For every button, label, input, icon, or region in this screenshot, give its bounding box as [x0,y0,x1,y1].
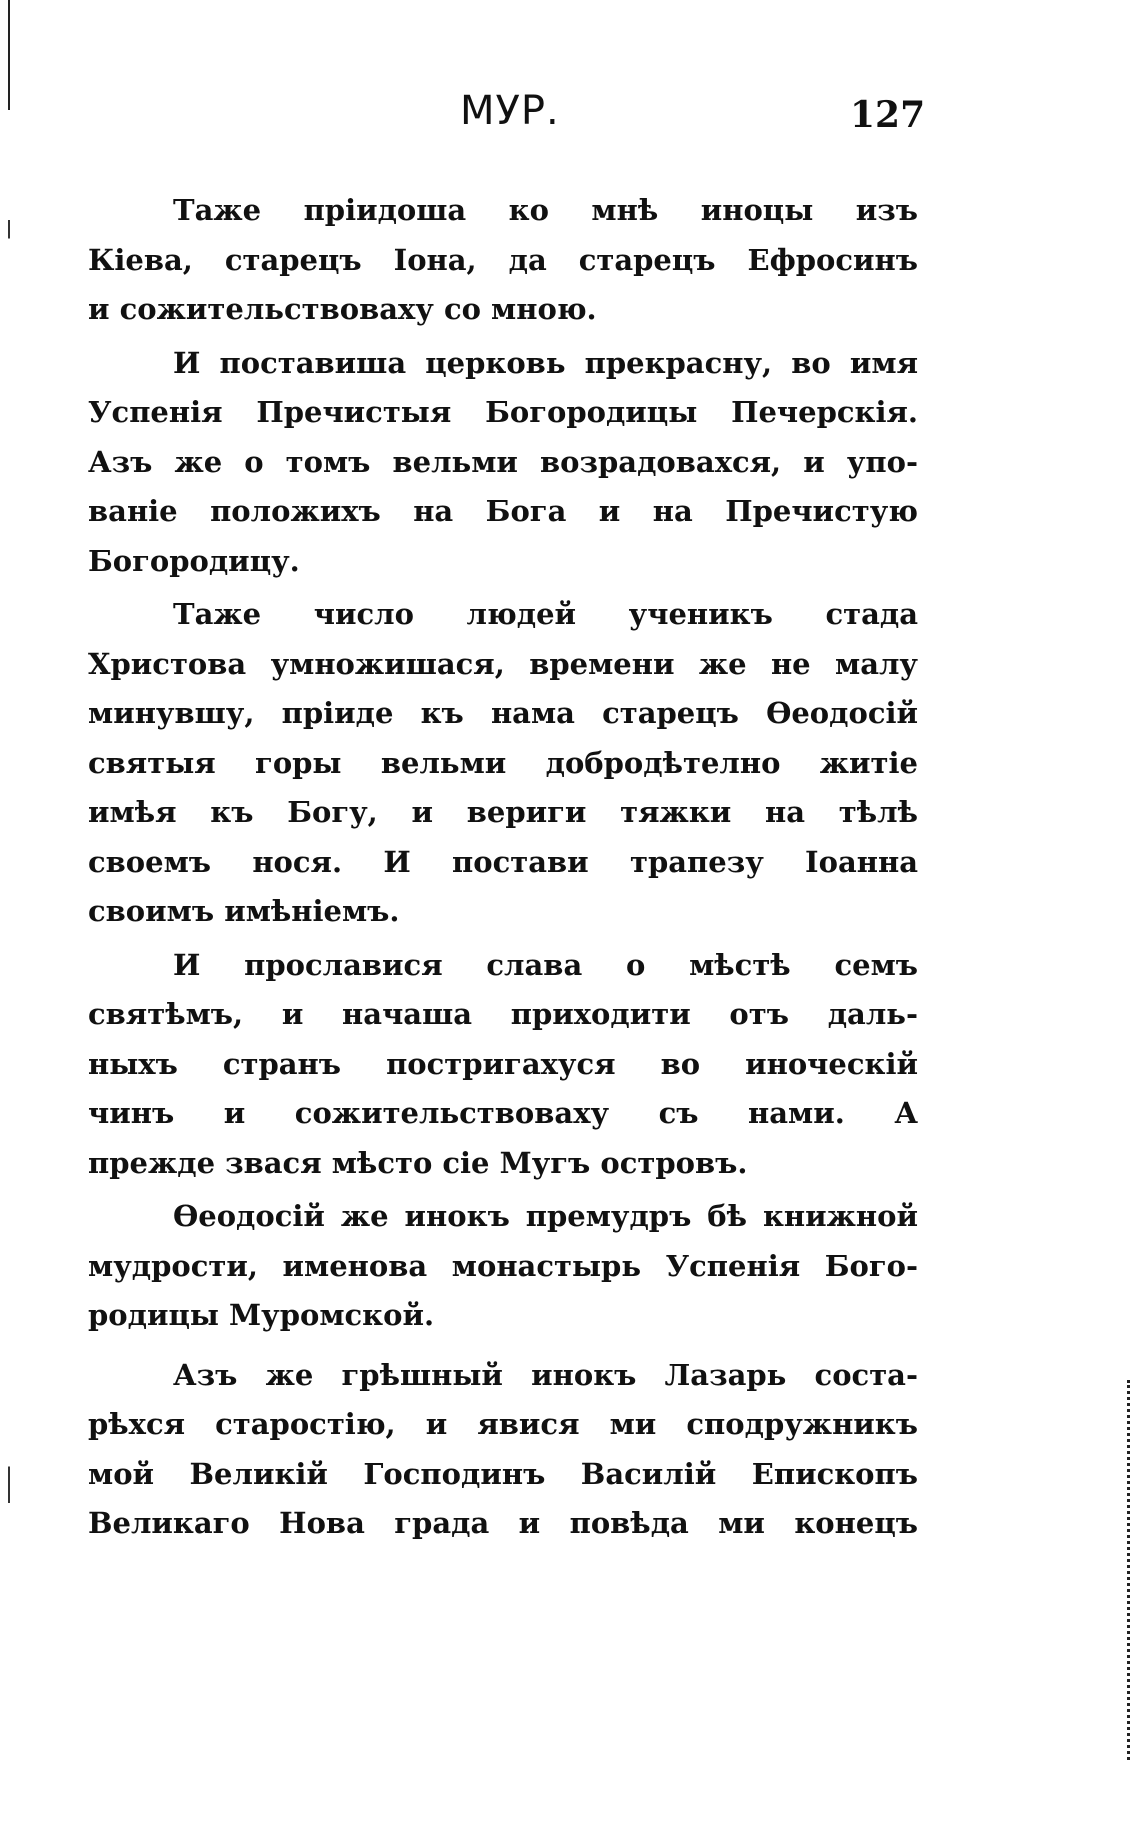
paragraph-5 [88,1192,918,1341]
text-line: своимъ имѣніемъ. [88,894,400,928]
page-number: 127 [850,94,926,136]
page-header [0,88,1140,148]
page-edge-right [1123,1380,1130,1760]
paragraph-4 [88,941,918,1189]
text-line: Азъ же грѣшный инокъ Лазарь соста- [173,1357,918,1392]
running-head: МУР. [460,88,560,134]
text-line: родицы Муромской. [88,1298,435,1332]
paragraph-6 [88,1351,918,1549]
text-line: Таже число людей ученикъ стада [173,597,918,631]
text-line: мой Великій Господинъ Василій Епископъ [88,1456,918,1491]
text-line: имѣя къ Богу, и вериги тяжки на тѣлѣ [88,795,918,829]
text-line: Успенія Пречистыя Богородицы Печерскія. [88,395,918,429]
text-line: прежде звася мѣсто сіе Мугъ островъ. [88,1145,748,1180]
text-line: И поставиша церковь прекрасну, во имя [173,345,918,380]
paragraph-2 [88,339,918,587]
text-line: Христова умножишася, времени же не малу [88,646,918,681]
text-line: чинъ и сожительствоваху съ нами. А [88,1096,918,1130]
text-line: Богородицу. [88,543,300,578]
text-line: Азъ же о томъ вельми возрадовахся, и упо- [88,444,918,479]
text-body [88,186,918,1553]
text-line: ныхъ странъ постригахуся во иноческій [88,1046,918,1081]
text-line: Таже пріидоша ко мнѣ иноцы изъ [173,193,918,227]
text-line: Кіева, старецъ Іона, да старецъ Ефросинъ [88,242,918,277]
text-line: рѣхся старостію, и явися ми сподружникъ [88,1407,918,1441]
text-line: мудрости, именова монастырь Успенія Бого- [88,1248,918,1283]
text-line: и сожительствоваху со мною. [88,292,597,326]
text-line: святѣмъ, и начаша приходити отъ даль- [88,997,918,1031]
text-line: Великаго Нова града и повѣда ми конецъ [88,1506,918,1540]
paragraph-3 [88,590,918,937]
text-line: ваніе положихъ на Бога и на Пречистую [88,494,918,528]
text-line: Ѳеодосій же инокъ премудръ бѣ книжной [173,1199,918,1233]
text-line: святыя горы вельми добродѣтелно житіе [88,745,918,780]
page-edge-left [8,0,10,1833]
text-line: И прославися слава о мѣстѣ семъ [173,947,918,982]
text-line: минувшу, пріиде къ нама старецъ Ѳеодосій [88,696,918,730]
text-line: своемъ нося. И постави трапезу Іоанна [88,844,918,879]
paragraph-1 [88,186,918,335]
